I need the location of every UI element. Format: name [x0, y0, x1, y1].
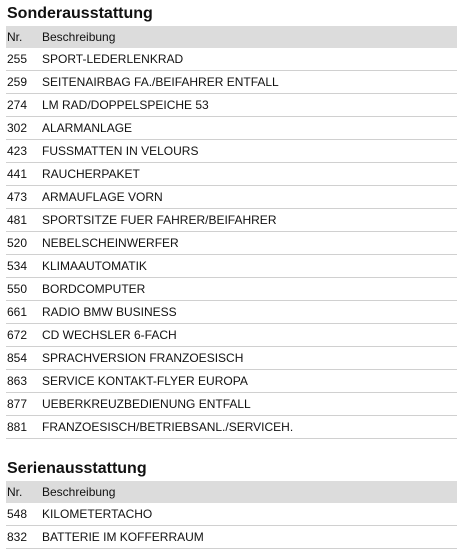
header-beschreibung: Beschreibung: [42, 30, 116, 44]
table-row: [6, 163, 457, 186]
table-row: [6, 278, 457, 301]
row-beschreibung: LM RAD/DOPPELSPEICHE 53: [42, 98, 209, 112]
table-row: [6, 232, 457, 255]
table-row: [6, 393, 457, 416]
row-nr: 661: [7, 305, 28, 319]
table-header: [6, 26, 457, 48]
row-nr: 550: [7, 282, 28, 296]
table-row: [6, 416, 457, 439]
row-beschreibung: NEBELSCHEINWERFER: [42, 236, 179, 250]
row-nr: 672: [7, 328, 28, 342]
row-nr: 534: [7, 259, 28, 273]
row-beschreibung: BATTERIE IM KOFFERRAUM: [42, 530, 204, 544]
table-row: [6, 370, 457, 393]
table-row: [6, 209, 457, 232]
table-body: [6, 503, 457, 549]
table-row: [6, 324, 457, 347]
serienausstattung-table: [6, 481, 457, 549]
table-row: [6, 48, 457, 71]
row-beschreibung: SPORTSITZE FUER FAHRER/BEIFAHRER: [42, 213, 277, 227]
table-header: [6, 481, 457, 503]
header-nr: Nr.: [7, 485, 23, 499]
row-beschreibung: SPRACHVERSION FRANZOESISCH: [42, 351, 244, 365]
table-row: [6, 71, 457, 94]
table-row: [6, 347, 457, 370]
row-beschreibung: SEITENAIRBAG FA./BEIFAHRER ENTFALL: [42, 75, 279, 89]
header-nr: Nr.: [7, 30, 23, 44]
table-row: [6, 255, 457, 278]
row-beschreibung: SPORT-LEDERLENKRAD: [42, 52, 184, 66]
sonderausstattung-table: [6, 26, 457, 439]
row-beschreibung: KLIMAAUTOMATIK: [42, 259, 147, 273]
row-beschreibung: SERVICE KONTAKT-FLYER EUROPA: [42, 374, 248, 388]
serienausstattung-title: Serienausstattung: [7, 460, 147, 477]
row-nr: 473: [7, 190, 28, 204]
table-row: [6, 301, 457, 324]
row-beschreibung: FUSSMATTEN IN VELOURS: [42, 144, 199, 158]
table-row: [6, 526, 457, 549]
row-nr: 259: [7, 75, 28, 89]
row-beschreibung: BORDCOMPUTER: [42, 282, 146, 296]
row-nr: 881: [7, 420, 28, 434]
row-nr: 255: [7, 52, 28, 66]
row-nr: 548: [7, 507, 28, 521]
row-beschreibung: KILOMETERTACHO: [42, 507, 153, 521]
table-row: [6, 186, 457, 209]
row-nr: 854: [7, 351, 28, 365]
row-beschreibung: RADIO BMW BUSINESS: [42, 305, 177, 319]
sonderausstattung-section: [6, 4, 457, 439]
serienausstattung-section: [6, 459, 457, 549]
row-beschreibung: FRANZOESISCH/BETRIEBSANL./SERVICEH.: [42, 420, 294, 434]
row-beschreibung: ARMAUFLAGE VORN: [42, 190, 163, 204]
row-beschreibung: RAUCHERPAKET: [42, 167, 140, 181]
header-beschreibung: Beschreibung: [42, 485, 116, 499]
row-nr: 274: [7, 98, 28, 112]
row-nr: 481: [7, 213, 28, 227]
table-row: [6, 94, 457, 117]
sonderausstattung-title: Sonderausstattung: [7, 5, 153, 22]
row-beschreibung: UEBERKREUZBEDIENUNG ENTFALL: [42, 397, 251, 411]
row-beschreibung: CD WECHSLER 6-FACH: [42, 328, 177, 342]
row-nr: 877: [7, 397, 28, 411]
row-beschreibung: ALARMANLAGE: [42, 121, 133, 135]
table-row: [6, 117, 457, 140]
row-nr: 863: [7, 374, 28, 388]
table-row: [6, 140, 457, 163]
table-row: [6, 503, 457, 526]
table-body: [6, 48, 457, 439]
row-nr: 441: [7, 167, 28, 181]
row-nr: 423: [7, 144, 28, 158]
row-nr: 302: [7, 121, 28, 135]
row-nr: 832: [7, 530, 28, 544]
row-nr: 520: [7, 236, 28, 250]
